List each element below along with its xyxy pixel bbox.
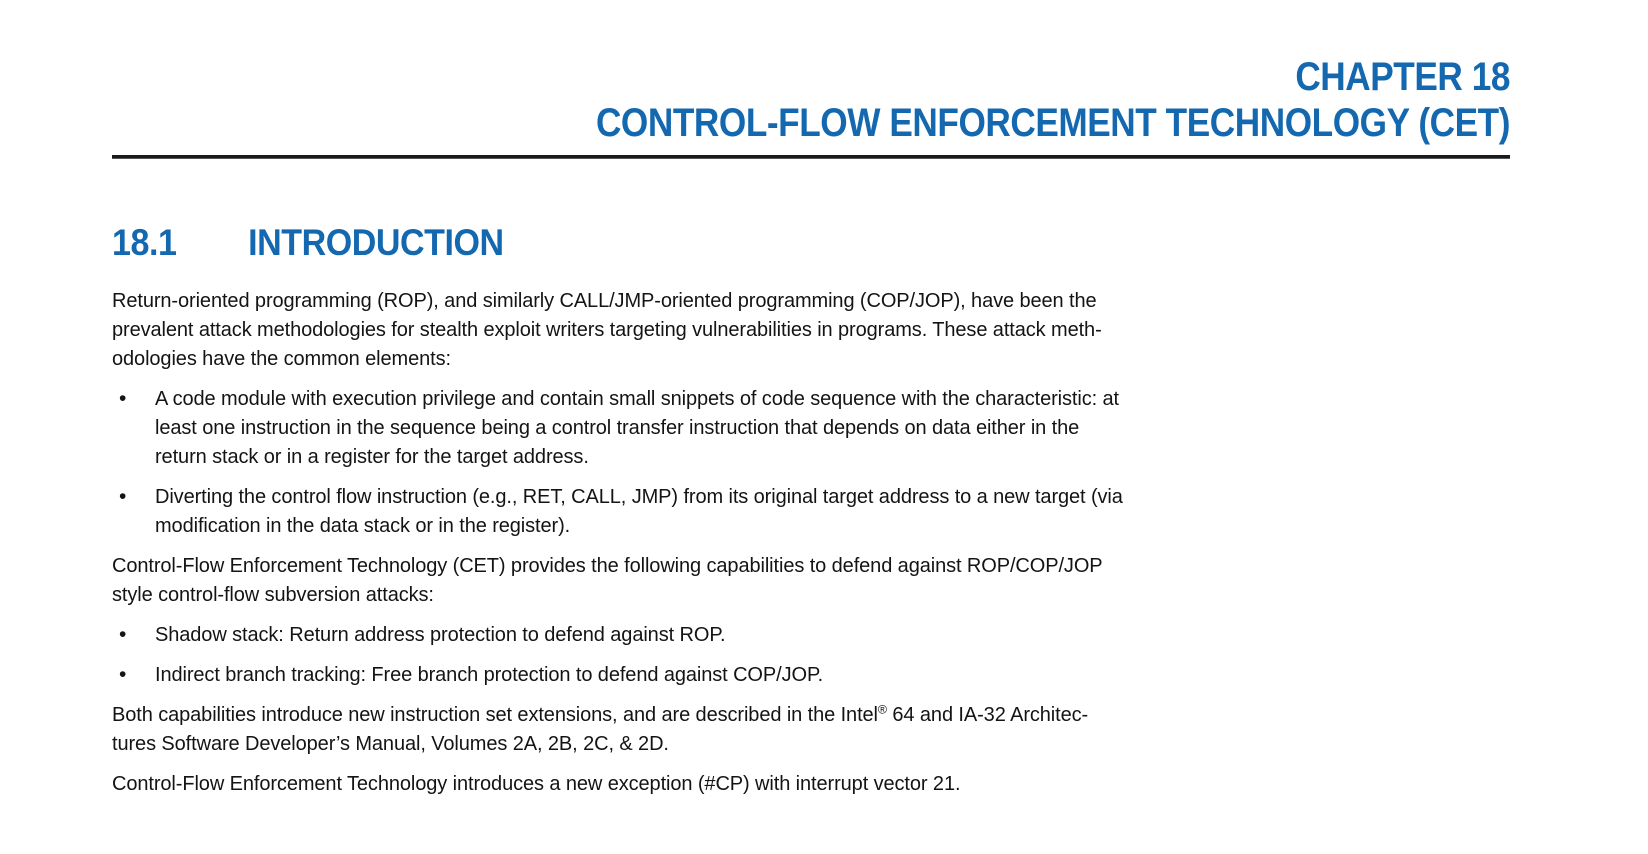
chapter-header [112, 54, 1510, 146]
section-number: 18.1 [112, 222, 177, 263]
text-line: odologies have the common elements: [112, 348, 451, 370]
bullet-item-code-module [112, 385, 1510, 472]
section-heading [112, 223, 1398, 263]
bullet-marker: • [119, 663, 127, 686]
paragraph-cet-capabilities [112, 552, 1510, 610]
text-line: Shadow stack: Return address protection to defend against ROP. [155, 624, 726, 646]
divider-rule [112, 155, 1510, 159]
text-line: return stack or in a register for the target address. [155, 446, 589, 468]
chapter-title-heading: CONTROL-FLOW ENFORCEMENT TECHNOLOGY (CET) [595, 101, 1510, 145]
text-line: Control-Flow Enforcement Technology introduces a new exception (#CP) with interrupt vector 21. [112, 773, 961, 795]
text-line: Diverting the control flow instruction (e.g., RET, CALL, JMP) from its original target address to a new target (via [155, 486, 1123, 508]
paragraph-attack-methodologies [112, 287, 1510, 374]
text-line: prevalent attack methodologies for stealth exploit writers targeting vulnerabilities in programs. These attack meth- [112, 319, 1102, 341]
paragraph-cp-exception [112, 770, 1510, 799]
text-line: tures Software Developer’s Manual, Volumes 2A, 2B, 2C, & 2D. [112, 733, 669, 755]
bullet-item-diverting-control-flow [112, 483, 1510, 541]
section-title: INTRODUCTION [248, 222, 504, 263]
text-line: Control-Flow Enforcement Technology (CET) provides the following capabilities to defend against ROP/COP/JOP [112, 555, 1103, 577]
body-text [112, 287, 1510, 799]
text-line: style control-flow subversion attacks: [112, 584, 434, 606]
chapter-number-heading: CHAPTER 18 [1295, 55, 1510, 99]
text-line: Return-oriented programming (ROP), and similarly CALL/JMP-oriented programming (COP/JOP), have been the [112, 290, 1097, 312]
text-line: modification in the data stack or in the register). [155, 515, 571, 537]
paragraph-instruction-set-extensions [112, 701, 1510, 759]
bullet-item-indirect-branch-tracking [112, 661, 1510, 690]
text-line: least one instruction in the sequence being a control transfer instruction that depends on data either in the [155, 417, 1080, 439]
text-line: Indirect branch tracking: Free branch protection to defend against COP/JOP. [155, 664, 824, 686]
bullet-item-shadow-stack [112, 621, 1510, 650]
text-line: Both capabilities introduce new instruction set extensions, and are described in the Intel® 64 and IA-32 Architec- [112, 702, 1089, 726]
bullet-marker: • [119, 623, 127, 646]
bullet-marker: • [119, 485, 127, 508]
bullet-marker: • [119, 387, 127, 410]
text-line: A code module with execution privilege and contain small snippets of code sequence with the characteristic: at [155, 388, 1120, 410]
